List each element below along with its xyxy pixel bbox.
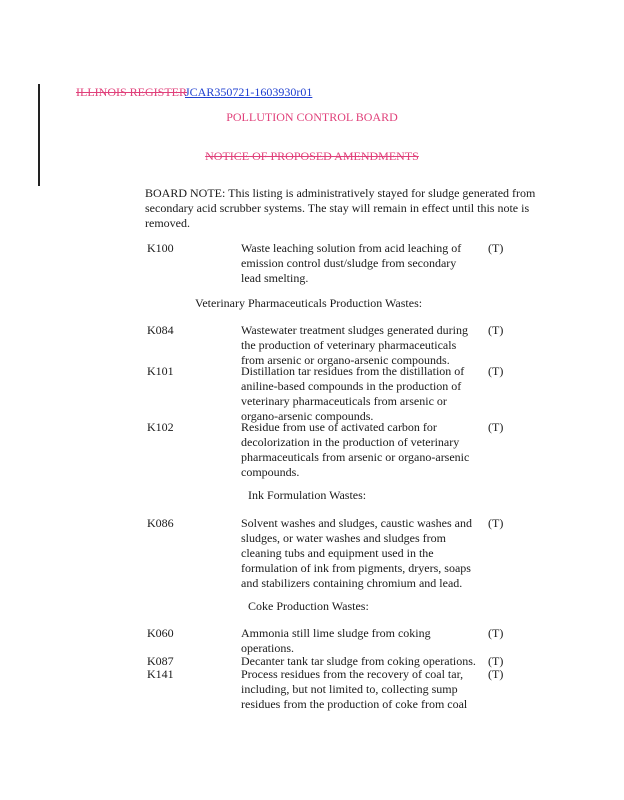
section-heading-veterinary: Veterinary Pharmaceuticals Production Wastes:	[195, 296, 423, 310]
hazard-code: (T)	[488, 323, 504, 337]
board-note: BOARD NOTE: This listing is administratively stayed for sludge generated from secondary acid scrubber systems. The stay will remain in effect until this note is removed.	[145, 186, 536, 230]
hazard-code: (T)	[488, 654, 504, 668]
hazard-code: (T)	[488, 516, 504, 530]
hazard-code: (T)	[488, 420, 504, 434]
waste-code: K060	[147, 626, 174, 640]
waste-description: Distillation tar residues from the distillation of aniline-based compounds in the production of veterinary pharmaceuticals from arsenic or organo-arsenic compounds.	[241, 364, 465, 423]
waste-description: Ammonia still lime sludge from coking operations.	[241, 626, 431, 655]
waste-code: K141	[147, 667, 174, 681]
register-id-inserted: JCAR350721-1603930r01	[185, 85, 313, 99]
hazard-code: (T)	[488, 241, 504, 255]
hazard-code: (T)	[488, 626, 504, 640]
waste-description: Process residues from the recovery of coal tar, including, but not limited to, collecting sump residues from the production of coke from coal	[241, 667, 468, 711]
waste-description: Solvent washes and sludges, caustic washes and sludges, or water washes and sludges from cleaning tubs and equipment used in the formulation of ink from pigments, dryers, soaps and stabilizers containing chromium and lead.	[241, 516, 472, 590]
waste-code: K102	[147, 420, 174, 434]
board-title: POLLUTION CONTROL BOARD	[226, 110, 398, 124]
waste-code: K101	[147, 364, 174, 378]
hazard-code: (T)	[488, 364, 504, 378]
hazard-code: (T)	[488, 667, 504, 681]
waste-description: Waste leaching solution from acid leaching of emission control dust/sludge from secondary lead smelting.	[241, 241, 462, 285]
section-heading-ink: Ink Formulation Wastes:	[248, 488, 367, 502]
waste-code: K086	[147, 516, 174, 530]
revision-margin-bar	[38, 84, 40, 186]
waste-description: Wastewater treatment sludges generated during the production of veterinary pharmaceuticals from arsenic or organo-arsenic compounds.	[241, 323, 468, 367]
waste-code: K087	[147, 654, 174, 668]
waste-code: K100	[147, 241, 174, 255]
section-heading-coke: Coke Production Wastes:	[248, 599, 369, 613]
waste-code: K084	[147, 323, 174, 337]
waste-description: Decanter tank tar sludge from coking operations.	[241, 654, 476, 668]
waste-description: Residue from use of activated carbon for decolorization in the production of veterinary pharmaceuticals from arsenic or organo-arsenic compounds.	[241, 420, 470, 479]
notice-title-struck: NOTICE OF PROPOSED AMENDMENTS	[205, 149, 419, 163]
register-title-struck: ILLINOIS REGISTER	[76, 85, 187, 99]
